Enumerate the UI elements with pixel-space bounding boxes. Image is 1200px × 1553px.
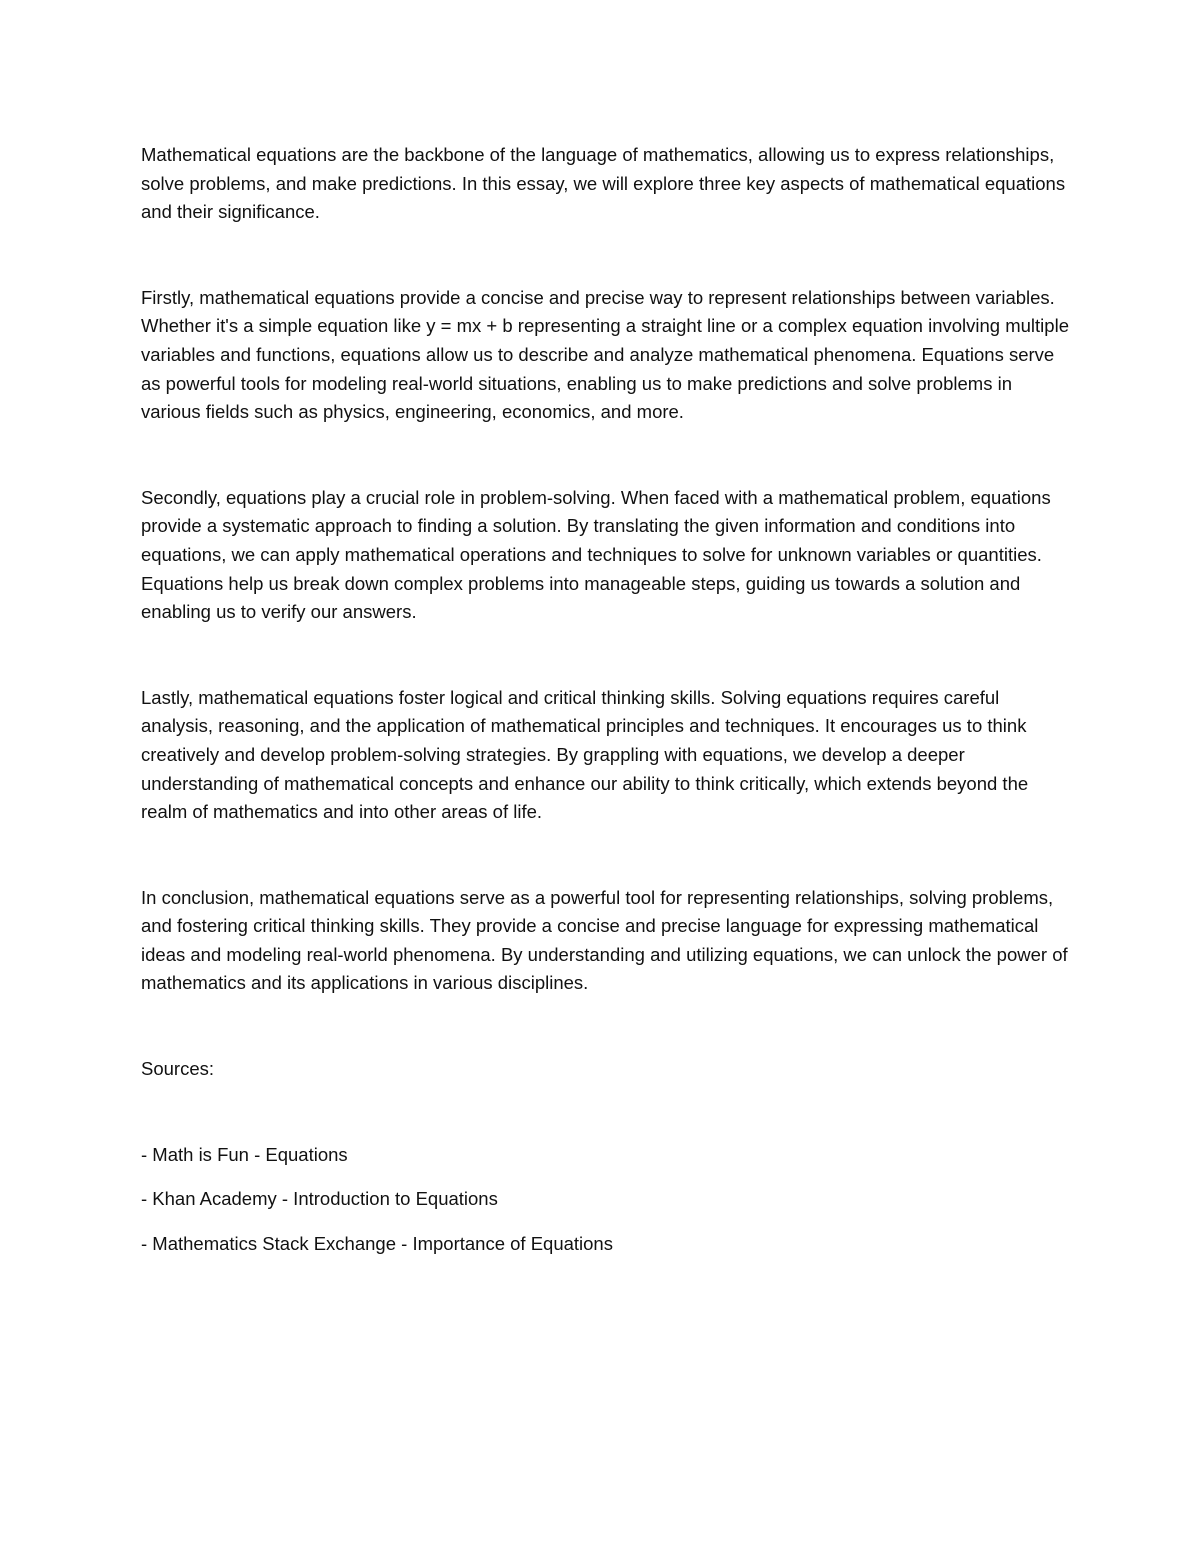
paragraph-firstly: Firstly, mathematical equations provide a concise and precise way to represent relationships between variables. Whether it's a simple equation like y = mx + b representing a straight line or a complex equation involving multiple variables and functions, equations allow us to describe and analyze mathematical phenomena. Equations serve as powerful tools for modeling real-world situations, enabling us to make predictions and solve problems in various fields such as physics, engineering, economics, and more. — [141, 286, 1069, 423]
paragraph-intro: Mathematical equations are the backbone of the language of mathematics, allowing us to express relationships, solve problems, and make predictions. In this essay, we will explore three key aspects of mathematical equations and their significance. — [141, 144, 1066, 223]
source-item-khan-academy: - Khan Academy - Introduction to Equations — [141, 1188, 498, 1210]
source-item-stack-exchange: - Mathematics Stack Exchange - Importance of Equations — [141, 1232, 613, 1254]
paragraph-lastly: Lastly, mathematical equations foster logical and critical thinking skills. Solving equations requires careful analysis, reasoning, and the application of mathematical principles and techniques. It encourages us to think creatively and develop problem-solving strategies. By grappling with equations, we develop a deeper understanding of mathematical concepts and enhance our ability to think critically, which extends beyond the realm of mathematics and into other areas of life. — [141, 686, 1029, 823]
sources-list — [141, 1141, 1071, 1259]
paragraph-secondly: Secondly, equations play a crucial role in problem-solving. When faced with a mathematical problem, equations provide a systematic approach to finding a solution. By translating the given information and conditions into equations, we can apply mathematical operations and techniques to solve for unknown variables or quantities. Equations help us break down complex problems into manageable steps, guiding us towards a solution and enabling us to verify our answers. — [141, 486, 1051, 623]
source-item-math-is-fun: - Math is Fun - Equations — [141, 1143, 348, 1165]
document-body — [141, 141, 1071, 1274]
paragraph-conclusion: In conclusion, mathematical equations serve as a powerful tool for representing relationships, solving problems, and fostering critical thinking skills. They provide a concise and precise language for expressing mathematical ideas and modeling real-world phenomena. By understanding and utilizing equations, we can unlock the power of mathematics and its applications in various disciplines. — [141, 886, 1068, 994]
sources-heading: Sources: — [141, 1058, 215, 1080]
